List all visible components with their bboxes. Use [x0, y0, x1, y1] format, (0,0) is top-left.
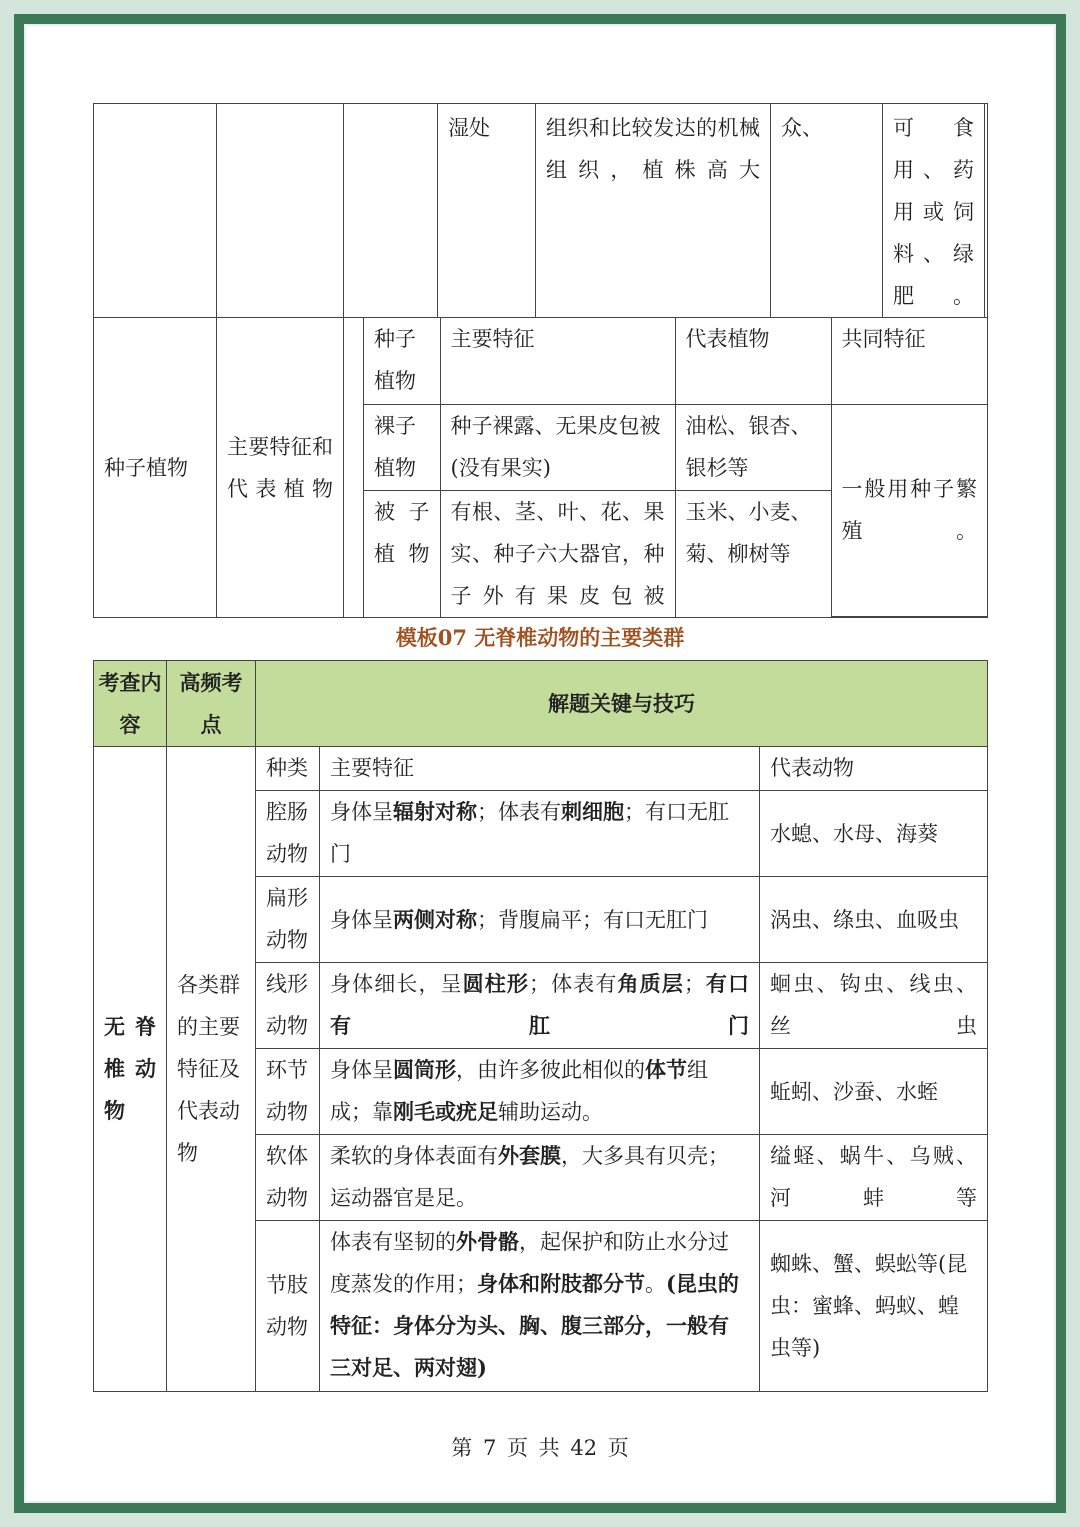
sub-header-kind: 种类	[256, 747, 320, 791]
kind-name: 环节动物	[256, 1049, 320, 1135]
animal-examples: 蛔虫、钩虫、线虫、丝虫	[760, 963, 988, 1049]
page-number: 第 7 页 共 42 页	[451, 1436, 629, 1460]
gymnosperm-name: 裸子植物	[364, 404, 440, 490]
empty-cell	[985, 104, 988, 318]
seed-plants-label: 种子植物	[94, 318, 217, 618]
animal-examples: 缢蛏、蜗牛、乌贼、河蚌等	[760, 1135, 988, 1221]
habitat-cell: 湿处	[438, 104, 536, 318]
invertebrate-table	[93, 660, 988, 1392]
gymnosperm-examples: 油松、银杏、银杉等	[675, 404, 831, 490]
examples-cell: 众、	[771, 104, 883, 318]
angiosperm-examples: 玉米、小麦、菊、柳树等	[675, 490, 831, 617]
sub-header-examples: 代表植物	[675, 318, 831, 404]
kind-name: 软体动物	[256, 1135, 320, 1221]
common-feature: 一般用种子繁殖。	[831, 404, 987, 617]
feature-text: 柔软的身体表面有外套膜，大多具有贝壳；运动器官是足。	[320, 1135, 760, 1221]
feature-text: 身体呈辐射对称；体表有刺细胞；有口无肛门	[320, 791, 760, 877]
table-header	[94, 661, 988, 747]
empty-cell	[344, 104, 438, 318]
kind-name: 扁形动物	[256, 877, 320, 963]
animal-examples: 蚯蚓、沙蚕、水蛭	[760, 1049, 988, 1135]
empty-cell	[344, 318, 364, 618]
header-content: 考查内容	[94, 661, 167, 747]
feature-text: 身体细长，呈圆柱形；体表有角质层；有口有肛门	[320, 963, 760, 1049]
feature-text: 身体呈圆筒形，由许多彼此相似的体节组成；靠刚毛或疣足辅助运动。	[320, 1049, 760, 1135]
sub-header-feature: 主要特征	[320, 747, 760, 791]
animal-examples: 蜘蛛、蟹、蜈蚣等(昆虫：蜜蜂、蚂蚁、蝗虫等)	[760, 1221, 988, 1392]
seed-plants-aspect: 主要特征和代表植物	[217, 318, 344, 618]
empty-cell	[217, 104, 344, 318]
animal-examples: 涡虫、绦虫、血吸虫	[760, 877, 988, 963]
content-label: 无脊椎动物	[94, 747, 167, 1392]
gymnosperm-features: 种子裸露、无果皮包被(没有果实)	[440, 404, 675, 490]
kind-name: 节肢动物	[256, 1221, 320, 1392]
animal-examples: 水螅、水母、海葵	[760, 791, 988, 877]
seed-plants-subtable	[364, 318, 987, 617]
seed-plants-subtable-cell	[364, 318, 988, 618]
header-point: 高频考点	[167, 661, 256, 747]
sub-header-animal: 代表动物	[760, 747, 988, 791]
kind-name: 线形动物	[256, 963, 320, 1049]
empty-cell	[94, 104, 217, 318]
angiosperm-name: 被子植物	[364, 490, 440, 617]
features-cell: 组织和比较发达的机械组织，植株高大	[536, 104, 771, 318]
header-tips: 解题关键与技巧	[256, 661, 988, 747]
feature-text: 身体呈两侧对称；背腹扁平；有口无肛门	[320, 877, 760, 963]
sub-header-common: 共同特征	[831, 318, 987, 404]
feature-text: 体表有坚韧的外骨骼，起保护和防止水分过度蒸发的作用；身体和附肢都分节。(昆虫的特征：身体分为头、胸、腹三部分，一般有三对足、两对翅)	[320, 1221, 760, 1392]
sub-header-features: 主要特征	[440, 318, 675, 404]
point-label: 各类群的主要特征及代表动物	[167, 747, 256, 1392]
section-title: 模板07 无脊椎动物的主要类群	[395, 625, 685, 650]
plant-table	[93, 103, 988, 618]
kind-name: 腔肠动物	[256, 791, 320, 877]
angiosperm-features: 有根、茎、叶、花、果实、种子六大器官，种子外有果皮包被	[440, 490, 675, 617]
sub-header-type: 种子植物	[364, 318, 440, 404]
uses-cell: 可食用、药用或饲料、绿肥。	[883, 104, 985, 318]
